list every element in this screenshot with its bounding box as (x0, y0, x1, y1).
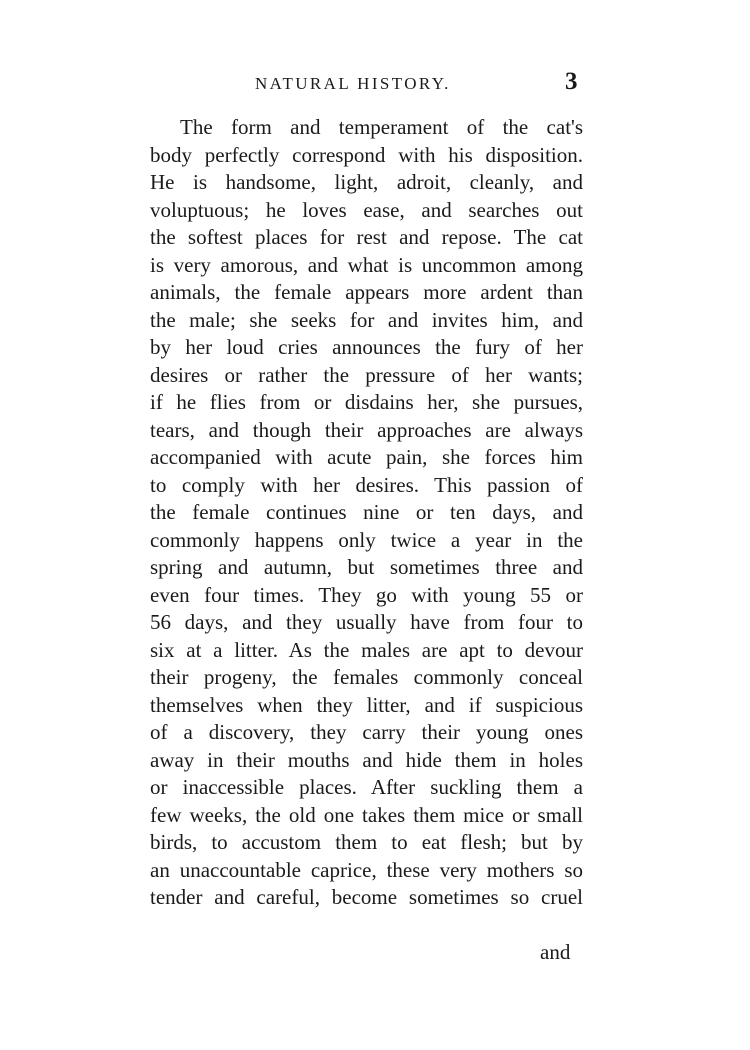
text-line: is very amorous, and what is uncommon among (150, 252, 583, 277)
text-line: their progeny, the females commonly conceal (150, 665, 583, 689)
text-line: away in their mouths and hide them in holes (150, 747, 583, 772)
text-line: the female continues nine or ten days, and (150, 500, 583, 524)
text-line: desires or rather the pressure of her wants; (150, 362, 583, 387)
text-line: tender and careful, become sometimes so cruel (150, 885, 583, 909)
text-line: or inaccessible places. After suckling them a (150, 775, 583, 799)
text-line: themselves when they litter, and if suspicious (150, 692, 583, 717)
text-line: the male; she seeks for and invites him, and (150, 307, 583, 332)
text-line: He is handsome, light, adroit, cleanly, and (150, 170, 583, 194)
running-head: NATURAL HISTORY. (255, 74, 451, 93)
text-line: birds, to accustom them to eat flesh; but by (150, 830, 583, 854)
text-line: The form and temperament of the cat's (180, 115, 583, 139)
text-line: an unaccountable caprice, these very mothers so (150, 857, 583, 882)
text-line: commonly happens only twice a year in the (150, 527, 583, 552)
text-line: accompanied with acute pain, she forces him (150, 445, 583, 469)
text-line: six at a litter. As the males are apt to devour (150, 637, 583, 662)
text-line: by her loud cries announces the fury of her (150, 335, 583, 359)
text-line: of a discovery, they carry their young ones (150, 720, 583, 744)
text-line: if he flies from or disdains her, she pursues, (150, 390, 583, 414)
page-number: 3 (565, 68, 578, 95)
text-line: voluptuous; he loves ease, and searches out (150, 197, 583, 222)
catchword: and (540, 940, 571, 964)
text-line: spring and autumn, but sometimes three and (150, 555, 583, 579)
text-line: few weeks, the old one takes them mice or small (150, 802, 583, 827)
text-line: the softest places for rest and repose. The cat (150, 225, 583, 249)
text-line: even four times. They go with young 55 or (150, 582, 583, 607)
text-line: tears, and though their approaches are always (150, 417, 583, 442)
text-line: 56 days, and they usually have from four to (150, 610, 583, 634)
body-text (150, 114, 583, 912)
text-line: body perfectly correspond with his disposition. (150, 142, 583, 167)
text-line: animals, the female appears more ardent than (150, 280, 583, 304)
text-line: to comply with her desires. This passion of (150, 472, 583, 497)
